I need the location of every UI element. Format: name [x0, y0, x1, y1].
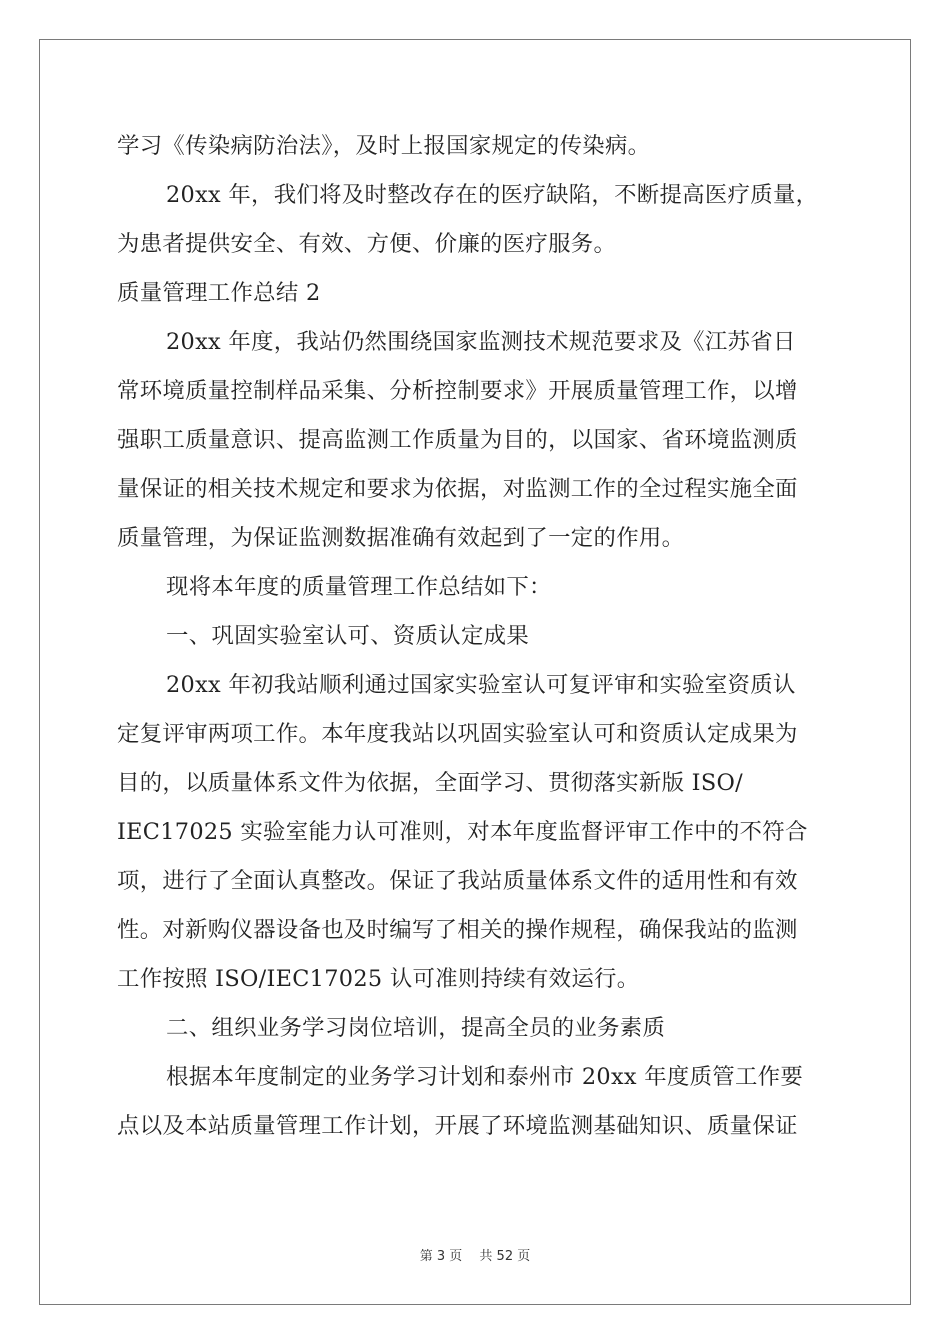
text-line: 目的，以质量体系文件为依据，全面学习、贯彻落实新版 ISO/ [117, 770, 743, 796]
text-line: 定复评审两项工作。本年度我站以巩固实验室认可和资质认定成果为 [117, 721, 798, 747]
text-line: 点以及本站质量管理工作计划，开展了环境监测基础知识、质量保证 [117, 1113, 798, 1139]
text-line: 量保证的相关技术规定和要求为依据，对监测工作的全过程实施全面 [117, 476, 798, 502]
section-heading: 质量管理工作总结 2 [117, 280, 321, 306]
text-line: 现将本年度的质量管理工作总结如下： [166, 574, 552, 600]
text-line: 常环境质量控制样品采集、分析控制要求》开展质量管理工作，以增 [117, 378, 798, 404]
subsection-heading: 二、组织业务学习岗位培训，提高全员的业务素质 [166, 1015, 666, 1041]
text-line: 质量管理，为保证监测数据准确有效起到了一定的作用。 [117, 525, 685, 551]
text-line: IEC17025 实验室能力认可准则，对本年度监督评审工作中的不符合 [117, 819, 808, 845]
text-line: 强职工质量意识、提高监测工作质量为目的，以国家、省环境监测质 [117, 427, 798, 453]
page-footer [0, 1245, 950, 1264]
text-line: 根据本年度制定的业务学习计划和泰州市 20xx 年度质管工作要 [166, 1064, 804, 1090]
subsection-heading: 一、巩固实验室认可、资质认定成果 [166, 623, 530, 649]
document-body [117, 122, 835, 1151]
text-line: 20xx 年初我站顺利通过国家实验室认可复评审和实验室资质认 [166, 672, 796, 698]
text-line: 工作按照 ISO/IEC17025 认可准则持续有效运行。 [117, 966, 640, 992]
text-line: 项，进行了全面认真整改。保证了我站质量体系文件的适用性和有效 [117, 868, 798, 894]
text-line: 20xx 年度，我站仍然围绕国家监测技术规范要求及《江苏省日 [166, 329, 796, 355]
text-line: 性。对新购仪器设备也及时编写了相关的操作规程，确保我站的监测 [117, 917, 798, 943]
text-line: 学习《传染病防治法》，及时上报国家规定的传染病。 [117, 133, 651, 159]
text-line: 为患者提供安全、有效、方便、价廉的医疗服务。 [117, 231, 617, 257]
text-line: 20xx 年，我们将及时整改存在的医疗缺陷，不断提高医疗质量， [166, 182, 819, 208]
page-number: 第 3 页 共 52 页 [419, 1249, 531, 1264]
